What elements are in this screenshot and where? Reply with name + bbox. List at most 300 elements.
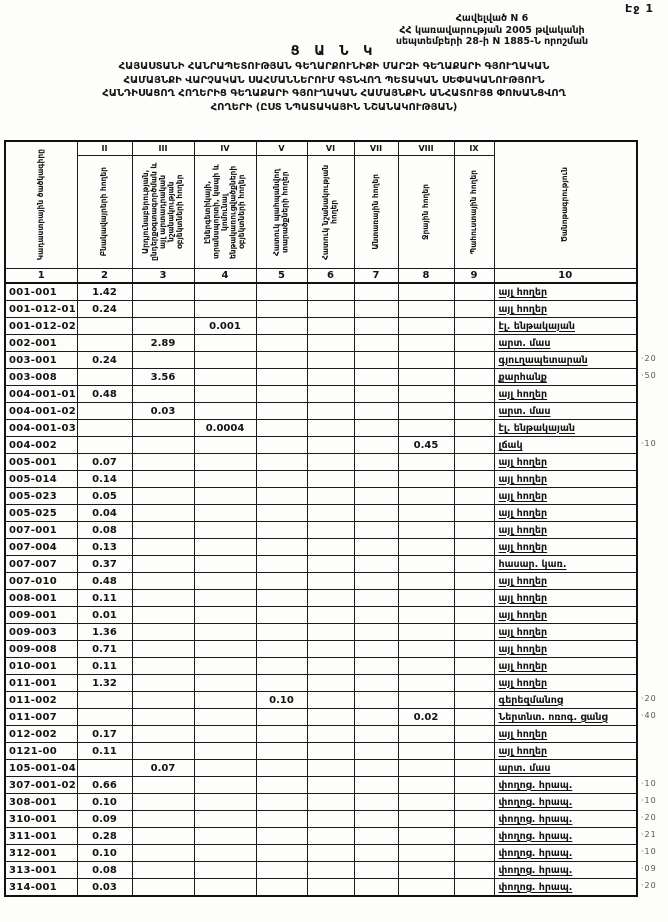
- value-cell-col2: [77, 658, 132, 675]
- value-cell-col9: [454, 709, 494, 726]
- value-cell-col3: [132, 539, 194, 556]
- value-cell-col3: [132, 301, 194, 318]
- value-cell-col6: [307, 879, 354, 897]
- cadastral-code-cell-text: 007-007: [9, 558, 57, 570]
- cadastral-code-cell: [5, 301, 77, 318]
- table-row: [5, 454, 637, 471]
- value-cell-col9: [454, 607, 494, 624]
- value-cell-col7: [354, 624, 398, 641]
- value-cell-col2-text: 0.71: [92, 643, 117, 655]
- note-cell-text: էլ. ենթակայան: [498, 320, 575, 332]
- value-cell-col7: [354, 283, 398, 301]
- cadastral-code-cell-text: 011-007: [9, 711, 57, 723]
- cadastral-code-cell: [5, 607, 77, 624]
- cadastral-code-cell: [5, 369, 77, 386]
- value-cell-col6: [307, 505, 354, 522]
- value-cell-col9: [454, 556, 494, 573]
- value-cell-col3: [132, 641, 194, 658]
- value-cell-col2: [77, 539, 132, 556]
- note-cell: [494, 573, 637, 590]
- table-row: [5, 879, 637, 897]
- value-cell-col3: [132, 845, 194, 862]
- value-cell-col3: [132, 726, 194, 743]
- note-cell: [494, 335, 637, 352]
- table-row: [5, 335, 637, 352]
- value-cell-col7: [354, 777, 398, 794]
- note-cell-text: այլ հողեր: [498, 745, 548, 757]
- value-cell-col2: [77, 488, 132, 505]
- note-cell-text: գերեզմանոց: [498, 694, 563, 706]
- note-cell-text: փողոց. հրապ.: [498, 796, 573, 808]
- value-cell-col7: [354, 369, 398, 386]
- value-cell-col8: [398, 658, 454, 675]
- margin-mark: ·20: [641, 881, 657, 890]
- value-cell-col2-text: 0.14: [92, 473, 117, 485]
- value-cell-col2-text: 0.01: [92, 609, 117, 621]
- note-cell: [494, 675, 637, 692]
- value-cell-col2: [77, 590, 132, 607]
- note-cell-text: փողոց. հրապ.: [498, 847, 573, 859]
- value-cell-col5: [256, 658, 307, 675]
- header-forest-lands: [354, 156, 398, 269]
- value-cell-col9: [454, 692, 494, 709]
- value-cell-col6: [307, 318, 354, 335]
- value-cell-col7: [354, 590, 398, 607]
- margin-mark: ·09: [641, 864, 657, 873]
- value-cell-col5: [256, 471, 307, 488]
- value-cell-col5: [256, 403, 307, 420]
- table-row: [5, 318, 637, 335]
- note-cell-text: այլ հողեր: [498, 507, 548, 519]
- value-cell-col2-text: 0.24: [92, 303, 117, 315]
- cadastral-code-cell-text: 005-001: [9, 456, 57, 468]
- value-cell-col2-text: 0.28: [92, 830, 117, 842]
- cadastral-code-cell-text: 001-012-01: [9, 303, 76, 315]
- value-cell-col8: [398, 760, 454, 777]
- value-cell-col3-text: 0.07: [150, 762, 176, 774]
- note-cell: [494, 607, 637, 624]
- value-cell-col7: [354, 386, 398, 403]
- value-cell-col5: [256, 454, 307, 471]
- value-cell-col2-text: 0.11: [92, 592, 117, 604]
- value-cell-col6: [307, 624, 354, 641]
- note-cell-text: էլ. ենթակայան: [498, 422, 575, 434]
- value-cell-col9: [454, 879, 494, 897]
- table-row: [5, 488, 637, 505]
- value-cell-col9: [454, 403, 494, 420]
- value-cell-col3: [132, 760, 194, 777]
- cadastral-code-cell-text: 312-001: [9, 847, 57, 859]
- cadastral-code-cell: [5, 743, 77, 760]
- value-cell-col7: [354, 641, 398, 658]
- value-cell-col9: [454, 811, 494, 828]
- note-cell-text: արտ. մաս: [498, 337, 551, 349]
- cadastral-code-cell: [5, 539, 77, 556]
- margin-mark: ·10: [641, 796, 657, 805]
- cadastral-code-cell-text: 002-001: [9, 337, 57, 349]
- margin-mark: ·20: [641, 354, 657, 363]
- value-cell-col6: [307, 437, 354, 454]
- colnum-2: 2: [77, 269, 132, 284]
- colnum-9: 9: [454, 269, 494, 284]
- value-cell-col2: [77, 505, 132, 522]
- value-cell-col5: [256, 301, 307, 318]
- value-cell-col8: [398, 488, 454, 505]
- header-water-lands-label: Ջրային հողեր: [420, 184, 430, 240]
- value-cell-col8-text: 0.45: [413, 439, 439, 451]
- value-cell-col6: [307, 607, 354, 624]
- value-cell-col5: [256, 726, 307, 743]
- table-row: [5, 845, 637, 862]
- note-cell-text: այլ հողեր: [498, 524, 548, 536]
- value-cell-col8: [398, 352, 454, 369]
- cadastral-code-cell: [5, 777, 77, 794]
- value-cell-col6: [307, 301, 354, 318]
- value-cell-col5: [256, 522, 307, 539]
- value-cell-col3: [132, 283, 194, 301]
- appendix-block: [330, 13, 654, 48]
- table-row: [5, 283, 637, 301]
- value-cell-col8: [398, 301, 454, 318]
- note-cell-text: փողոց. հրապ.: [498, 813, 573, 825]
- colnum-4: 4: [194, 269, 256, 284]
- note-cell-text: քարհանք: [498, 371, 547, 383]
- value-cell-col6: [307, 573, 354, 590]
- note-cell: [494, 283, 637, 301]
- note-cell-text: փողոց. հրապ.: [498, 864, 573, 876]
- value-cell-col7: [354, 539, 398, 556]
- value-cell-col9: [454, 386, 494, 403]
- value-cell-col6: [307, 845, 354, 862]
- value-cell-col2: [77, 709, 132, 726]
- value-cell-col2-text: 0.05: [92, 490, 117, 502]
- value-cell-col8: [398, 420, 454, 437]
- margin-mark: ·10: [641, 779, 657, 788]
- cadastral-code-cell-text: 010-001: [9, 660, 57, 672]
- value-cell-col5: [256, 675, 307, 692]
- margin-mark: ·50: [641, 371, 657, 380]
- value-cell-col5: [256, 862, 307, 879]
- value-cell-col5: [256, 641, 307, 658]
- value-cell-col8: [398, 437, 454, 454]
- value-cell-col2-text: 0.66: [92, 779, 117, 791]
- colnum-3: 3: [132, 269, 194, 284]
- note-cell: [494, 862, 637, 879]
- note-cell: [494, 641, 637, 658]
- value-cell-col2: [77, 283, 132, 301]
- value-cell-col2: [77, 335, 132, 352]
- value-cell-col6: [307, 522, 354, 539]
- value-cell-col7: [354, 403, 398, 420]
- value-cell-col4: [194, 437, 256, 454]
- note-cell: [494, 386, 637, 403]
- value-cell-col2-text: 0.09: [92, 813, 117, 825]
- value-cell-col2: [77, 437, 132, 454]
- note-cell-text: փողոց. հրապ.: [498, 830, 573, 842]
- value-cell-col7: [354, 726, 398, 743]
- cadastral-code-cell: [5, 318, 77, 335]
- value-cell-col9: [454, 573, 494, 590]
- value-cell-col3: [132, 675, 194, 692]
- value-cell-col9: [454, 454, 494, 471]
- table-row: [5, 692, 637, 709]
- value-cell-col5: [256, 777, 307, 794]
- cadastral-code-cell: [5, 283, 77, 301]
- cadastral-code-cell: [5, 335, 77, 352]
- cadastral-code-cell: [5, 437, 77, 454]
- value-cell-col3-text: 0.03: [150, 405, 176, 417]
- value-cell-col8: [398, 692, 454, 709]
- value-cell-col3: [132, 454, 194, 471]
- value-cell-col7: [354, 505, 398, 522]
- cadastral-code-cell: [5, 658, 77, 675]
- value-cell-col7: [354, 760, 398, 777]
- cadastral-code-cell: [5, 811, 77, 828]
- value-cell-col4: [194, 386, 256, 403]
- value-cell-col9: [454, 675, 494, 692]
- value-cell-col4: [194, 862, 256, 879]
- note-cell-text: այլ հողեր: [498, 490, 548, 502]
- value-cell-col2-text: 0.17: [92, 728, 117, 740]
- note-cell-text: փողոց. հրապ.: [498, 779, 573, 791]
- table-row: [5, 301, 637, 318]
- value-cell-col8: [398, 369, 454, 386]
- value-cell-col6: [307, 369, 354, 386]
- value-cell-col9: [454, 437, 494, 454]
- value-cell-col2: [77, 828, 132, 845]
- cadastral-code-cell-text: 005-023: [9, 490, 57, 502]
- value-cell-col2-text: 0.08: [92, 524, 117, 536]
- table-row: [5, 471, 637, 488]
- value-cell-col9: [454, 301, 494, 318]
- value-cell-col4: [194, 369, 256, 386]
- cadastral-code-cell: [5, 794, 77, 811]
- value-cell-col7: [354, 573, 398, 590]
- table-row: [5, 420, 637, 437]
- cadastral-code-cell: [5, 403, 77, 420]
- note-cell: [494, 590, 637, 607]
- cadastral-code-cell-text: 004-001-01: [9, 388, 76, 400]
- value-cell-col5: [256, 573, 307, 590]
- value-cell-col2: [77, 573, 132, 590]
- note-cell-text: գյուղապետարան: [498, 354, 588, 366]
- value-cell-col4: [194, 488, 256, 505]
- value-cell-col3: [132, 692, 194, 709]
- value-cell-col4: [194, 743, 256, 760]
- value-cell-col8: [398, 845, 454, 862]
- note-cell: [494, 709, 637, 726]
- value-cell-col2: [77, 522, 132, 539]
- value-cell-col8: [398, 556, 454, 573]
- roman-II: II: [77, 141, 132, 156]
- value-cell-col2: [77, 369, 132, 386]
- cadastral-code-cell: [5, 505, 77, 522]
- value-cell-col6: [307, 283, 354, 301]
- margin-mark: ·10: [641, 439, 657, 448]
- value-cell-col3-text: 3.56: [150, 371, 176, 383]
- table-row: [5, 556, 637, 573]
- value-cell-col9: [454, 488, 494, 505]
- value-cell-col4: [194, 573, 256, 590]
- value-cell-col3: [132, 573, 194, 590]
- note-cell: [494, 369, 637, 386]
- land-table: [4, 140, 638, 897]
- value-cell-col6: [307, 590, 354, 607]
- value-cell-col9: [454, 845, 494, 862]
- value-cell-col8: [398, 641, 454, 658]
- colnum-8: 8: [398, 269, 454, 284]
- note-cell: [494, 403, 637, 420]
- value-cell-col2: [77, 726, 132, 743]
- value-cell-col4: [194, 607, 256, 624]
- value-cell-col8: [398, 573, 454, 590]
- value-cell-col3: [132, 335, 194, 352]
- roman-VII: VII: [354, 141, 398, 156]
- cadastral-code-cell: [5, 845, 77, 862]
- header-protected-lands-label: Հատուկ պահպանվող տարածքների հողեր: [272, 168, 290, 256]
- cadastral-code-cell: [5, 454, 77, 471]
- value-cell-col3: [132, 607, 194, 624]
- value-cell-col4: [194, 335, 256, 352]
- value-cell-col4: [194, 675, 256, 692]
- note-cell: [494, 505, 637, 522]
- value-cell-col2: [77, 777, 132, 794]
- note-cell: [494, 624, 637, 641]
- value-cell-col8: [398, 675, 454, 692]
- header-industrial-lands: [132, 156, 194, 269]
- value-cell-col5: [256, 794, 307, 811]
- table-row: [5, 352, 637, 369]
- table-row: [5, 862, 637, 879]
- value-cell-col7: [354, 692, 398, 709]
- value-cell-col6: [307, 794, 354, 811]
- value-cell-col4: [194, 811, 256, 828]
- value-cell-col2: [77, 420, 132, 437]
- value-cell-col7: [354, 862, 398, 879]
- value-cell-col9: [454, 726, 494, 743]
- value-cell-col6: [307, 811, 354, 828]
- note-cell-text: այլ հողեր: [498, 388, 548, 400]
- value-cell-col9: [454, 862, 494, 879]
- value-cell-col2-text: 0.07: [92, 456, 117, 468]
- note-cell-text: արտ. մաս: [498, 405, 551, 417]
- value-cell-col5: [256, 420, 307, 437]
- value-cell-col2: [77, 692, 132, 709]
- table-row: [5, 709, 637, 726]
- value-cell-col5: [256, 488, 307, 505]
- note-cell: [494, 811, 637, 828]
- value-cell-col6: [307, 777, 354, 794]
- value-cell-col3: [132, 386, 194, 403]
- cadastral-code-cell: [5, 573, 77, 590]
- value-cell-col6: [307, 539, 354, 556]
- value-cell-col8: [398, 454, 454, 471]
- value-cell-col7: [354, 828, 398, 845]
- value-cell-col2: [77, 607, 132, 624]
- value-cell-col5: [256, 760, 307, 777]
- value-cell-col4-text: 0.001: [209, 320, 241, 332]
- value-cell-col2-text: 1.36: [92, 626, 117, 638]
- value-cell-col2: [77, 641, 132, 658]
- value-cell-col9: [454, 658, 494, 675]
- cadastral-code-cell-text: 008-001: [9, 592, 57, 604]
- value-cell-col2: [77, 879, 132, 897]
- header-special-purpose-lands-label: Հատուկ նշանակության հողեր: [321, 164, 339, 260]
- note-cell: [494, 658, 637, 675]
- cadastral-code-cell-text: 307-001-02: [9, 779, 76, 791]
- table-row: [5, 675, 637, 692]
- value-cell-col6: [307, 675, 354, 692]
- value-cell-col9: [454, 471, 494, 488]
- cadastral-code-cell-text: 012-002: [9, 728, 57, 740]
- value-cell-col2-text: 1.42: [92, 286, 117, 298]
- table-row: [5, 522, 637, 539]
- cadastral-code-cell-text: 007-001: [9, 524, 57, 536]
- value-cell-col5: [256, 556, 307, 573]
- cadastral-code-cell: [5, 522, 77, 539]
- table-header: [5, 141, 637, 283]
- header-cadastral-code-label: Կադաստրային ծածկագիրը: [36, 149, 45, 261]
- value-cell-col8: [398, 335, 454, 352]
- cadastral-code-cell-text: 313-001: [9, 864, 57, 876]
- note-cell-text: այլ հողեր: [498, 456, 548, 468]
- document-subtitle: [0, 60, 668, 114]
- value-cell-col7: [354, 301, 398, 318]
- value-cell-col7: [354, 437, 398, 454]
- value-cell-col6: [307, 454, 354, 471]
- value-cell-col7: [354, 318, 398, 335]
- value-cell-col9: [454, 590, 494, 607]
- value-cell-col5: [256, 692, 307, 709]
- header-reserve-lands: [454, 156, 494, 269]
- value-cell-col5: [256, 369, 307, 386]
- appendix-line-2: ՀՀ կառավարության 2005 թվականի: [399, 24, 585, 36]
- note-cell-text: այլ հողեր: [498, 473, 548, 485]
- roman-VIII: VIII: [398, 141, 454, 156]
- cadastral-code-cell: [5, 420, 77, 437]
- value-cell-col3: [132, 403, 194, 420]
- value-cell-col6: [307, 760, 354, 777]
- colnum-7: 7: [354, 269, 398, 284]
- value-cell-col7: [354, 658, 398, 675]
- value-cell-col3: [132, 590, 194, 607]
- value-cell-col2: [77, 471, 132, 488]
- value-cell-col9: [454, 743, 494, 760]
- value-cell-col3: [132, 658, 194, 675]
- value-cell-col6: [307, 403, 354, 420]
- value-cell-col7: [354, 743, 398, 760]
- cadastral-code-cell-text: 009-008: [9, 643, 57, 655]
- table-row: [5, 386, 637, 403]
- table-row: [5, 437, 637, 454]
- value-cell-col8: [398, 879, 454, 897]
- value-cell-col7: [354, 522, 398, 539]
- note-cell: [494, 879, 637, 897]
- cadastral-code-cell-text: 003-008: [9, 371, 57, 383]
- value-cell-col4: [194, 403, 256, 420]
- margin-mark: ·40: [641, 711, 657, 720]
- value-cell-col8: [398, 607, 454, 624]
- subtitle-line-1: ՀԱՅԱՍՏԱՆԻ ՀԱՆՐԱՊԵՏՈՒԹՅԱՆ ԳԵՂԱՐՔՈՒՆԻՔԻ ՄԱՐԶԻ ԳԵՂԱՔԱՐԻ ԳՅՈՒՂԱԿԱՆ: [118, 61, 550, 72]
- value-cell-col9: [454, 794, 494, 811]
- value-cell-col5: [256, 505, 307, 522]
- value-cell-col5: [256, 437, 307, 454]
- note-cell-text: այլ հողեր: [498, 575, 548, 587]
- value-cell-col4: [194, 777, 256, 794]
- subtitle-line-3: ՀԱՆԴԻՍԱՑՈՂ ՀՈՂԵՐԻՑ ԳԵՂԱՔԱՐԻ ԳՅՈՒՂԱԿԱՆ ՀԱՄԱՅՆՔԻՆ ԱՆՀԱՏՈՒՅՑ ՓՈԽԱՆՑՎՈՂ: [102, 88, 566, 99]
- value-cell-col9: [454, 828, 494, 845]
- subtitle-line-2: ՀԱՄԱՅՆՔԻ ՎԱՐՉԱԿԱՆ ՍԱՀՄԱՆՆԵՐՈՒՄ ԳՏՆՎՈՂ ՊԵՏԱԿԱՆ ՍԵՓԱԿԱՆՈՒԹՅՈՒՆ: [123, 74, 545, 86]
